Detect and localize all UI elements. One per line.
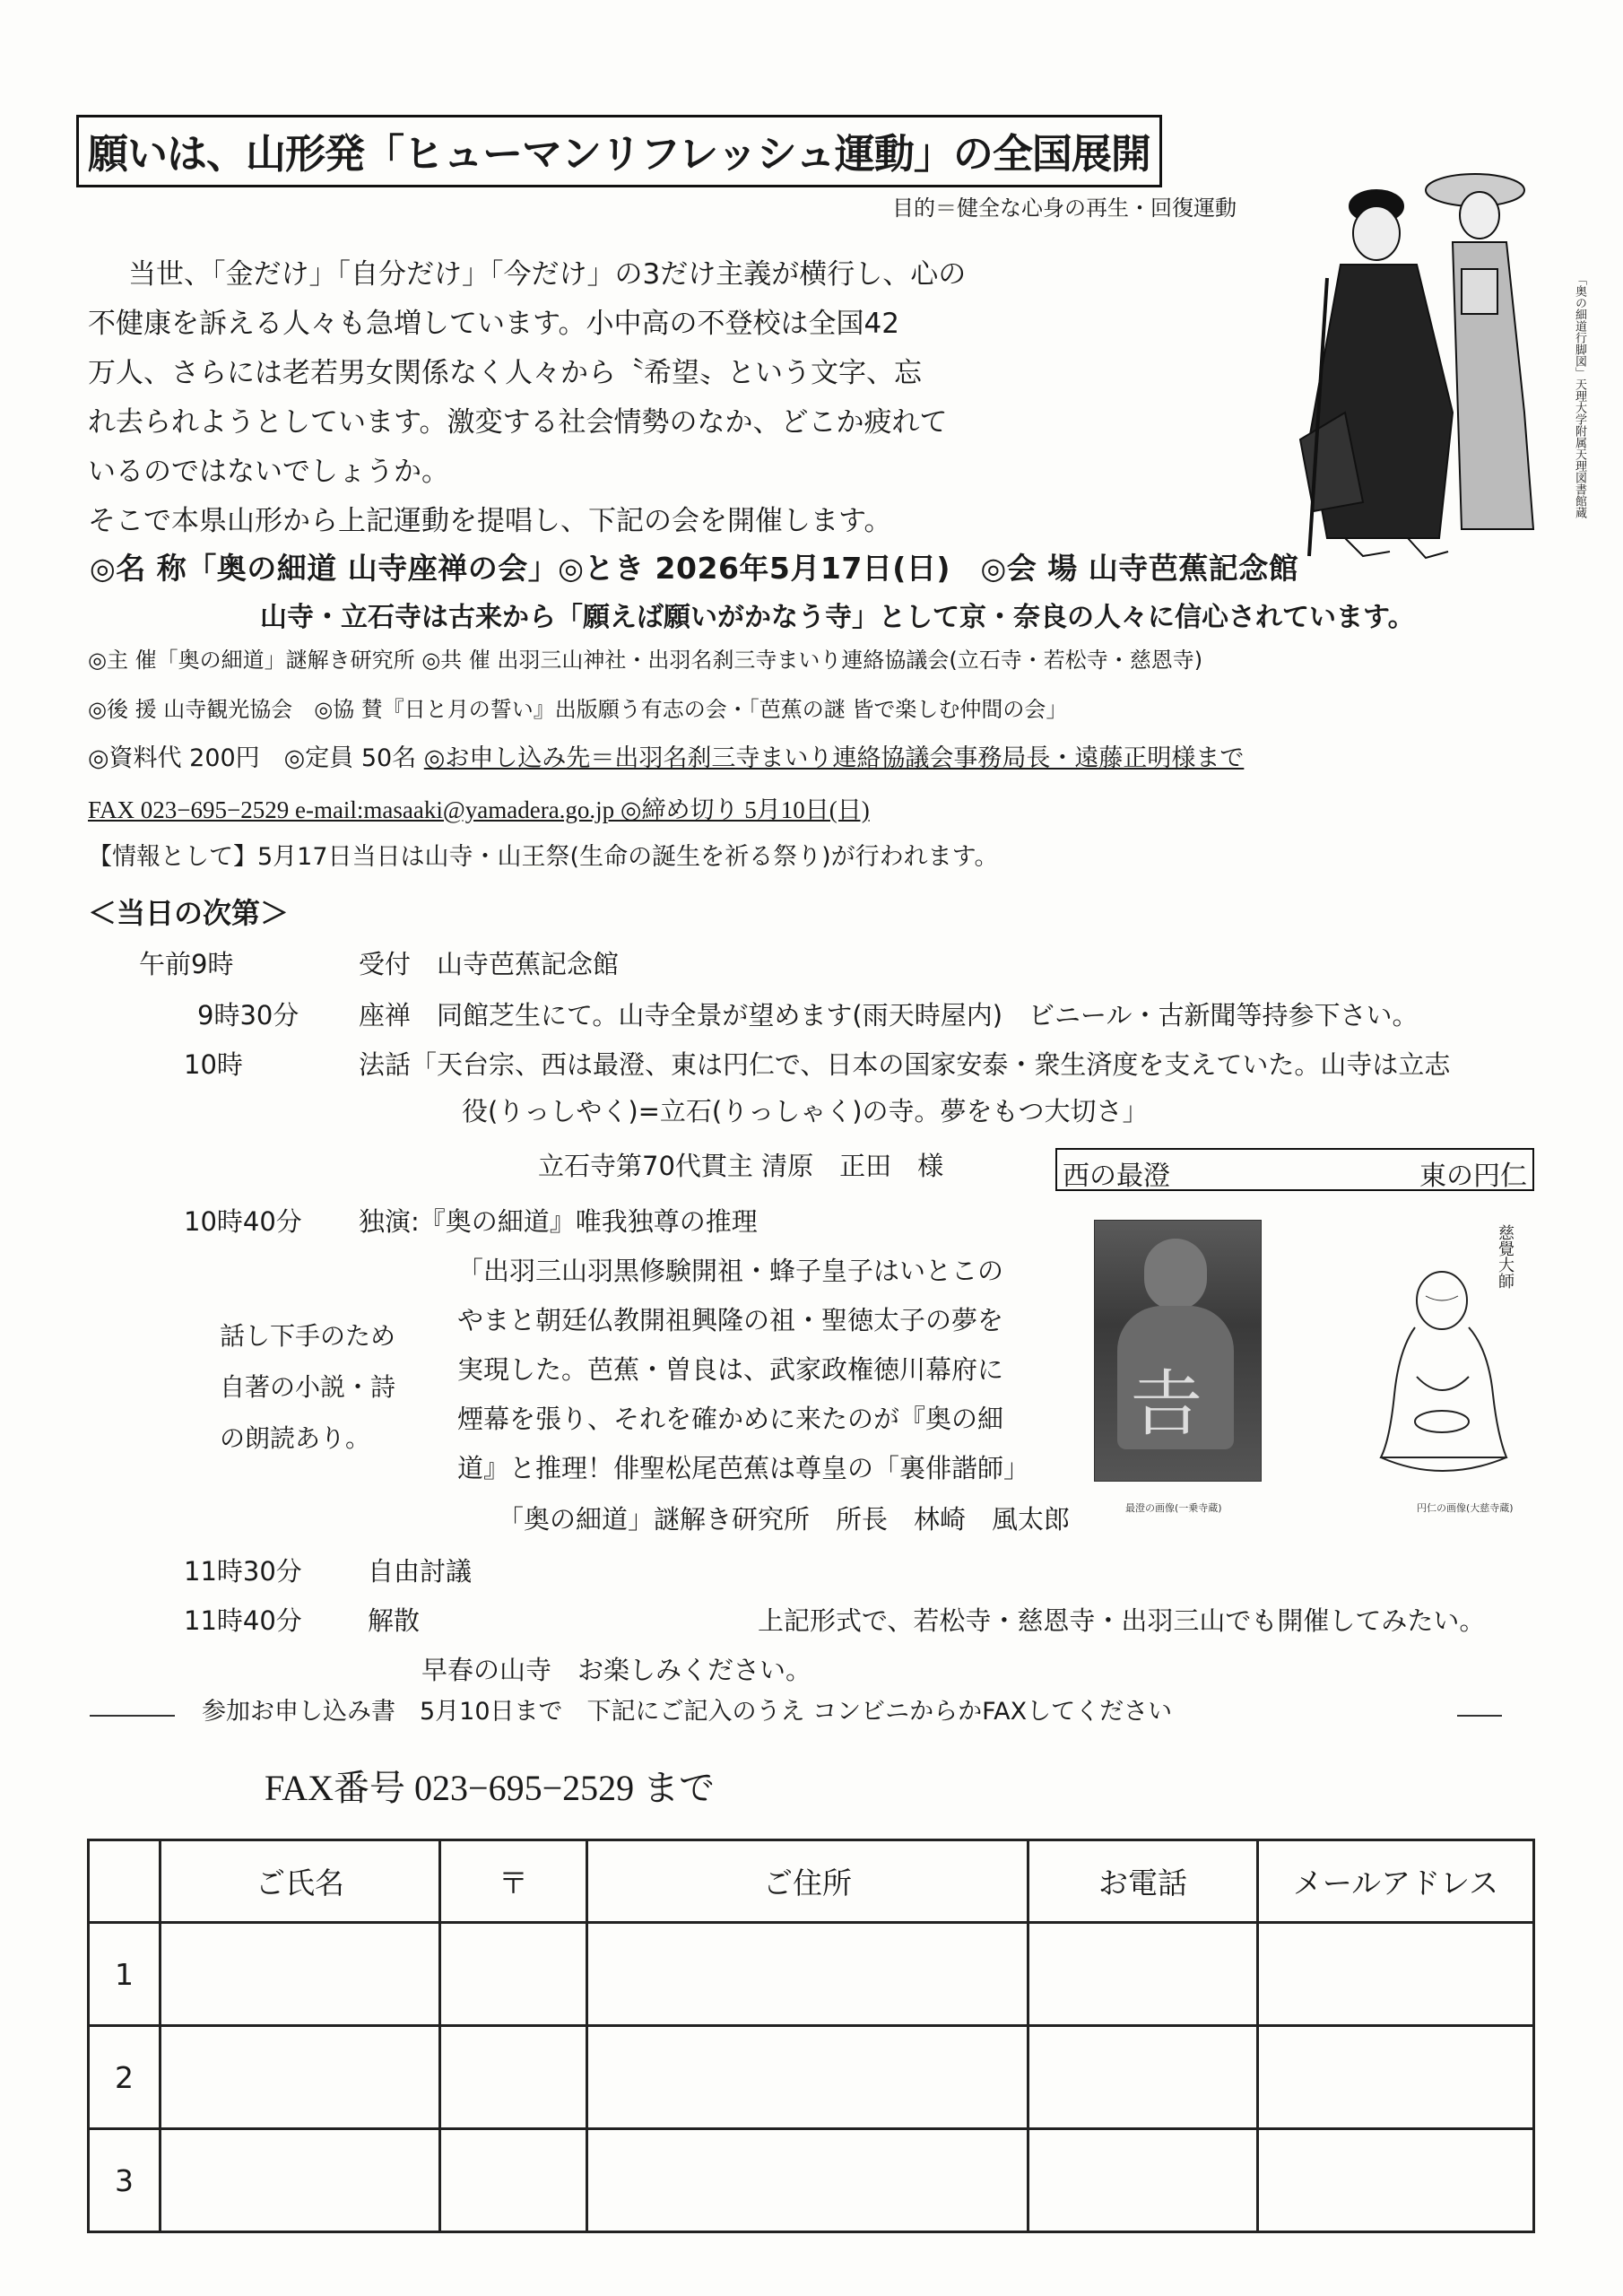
closing-remark: 早春の山寺 お楽しみください。 [421, 1655, 812, 1685]
header-address: ご住所 [587, 1840, 1028, 1923]
side-note-line-2: 自著の小説・詩 [220, 1372, 396, 1402]
email-field[interactable] [1258, 1923, 1534, 2026]
row-number: 2 [89, 2026, 161, 2129]
divider-left [90, 1715, 175, 1717]
purpose-text: 目的＝健全な心身の再生・回復運動 [892, 196, 1237, 221]
table-row [89, 2026, 1534, 2129]
portrait-label-box [1055, 1148, 1534, 1191]
divider-right [1457, 1715, 1502, 1717]
email-field[interactable] [1258, 2026, 1534, 2129]
monologue-line-3: 実現した。芭蕉・曽良は、武家政権徳川幕府に [457, 1354, 1004, 1385]
header-postal: 〒 [440, 1840, 587, 1923]
row-number: 1 [89, 1923, 161, 2026]
pilgrims-illustration [1291, 144, 1560, 565]
schedule-item-5: 自由討議 [368, 1556, 473, 1587]
saicho-portrait [1094, 1220, 1262, 1482]
header-phone: お電話 [1028, 1840, 1258, 1923]
phone-field[interactable] [1028, 1923, 1258, 2026]
schedule-time-4: 10時40分 [184, 1206, 302, 1237]
monologue-line-5: 道』と推理！俳聖松尾芭蕉は尊皇の「裏俳諧師」 [457, 1453, 1030, 1483]
schedule-time-3: 10時 [184, 1049, 243, 1080]
postal-field[interactable] [440, 2129, 587, 2232]
schedule-item-6: 解散 [368, 1605, 421, 1636]
row-number: 3 [89, 2129, 161, 2232]
saicho-calligraphy: 𠮷 [1131, 1362, 1202, 1446]
illustration-caption: 「奥の細道行脚図」天理大学附属天理図書館蔵 [1573, 274, 1586, 518]
phone-field[interactable] [1028, 2026, 1258, 2129]
email-field[interactable] [1258, 2129, 1534, 2232]
schedule-time-2: 9時30分 [197, 1000, 299, 1031]
monologue-line-1: 「出羽三山羽黒修験開祖・蜂子皇子はいとこの [457, 1256, 1004, 1286]
fax-email-line: FAX 023−695−2529 e-mail:masaaki@yamadera.go.jp ◎締め切り 5月10日(日) [88, 796, 870, 823]
fee-line [88, 744, 1244, 773]
schedule-time-5: 11時30分 [184, 1556, 302, 1587]
event-details: ◎名 称「奥の細道 山寺座禅の会」◎とき 2026年5月17日(日) ◎会 場 山寺芭蕉記念館 [90, 551, 1299, 586]
schedule-time-6: 11時40分 [184, 1605, 302, 1636]
intro-line-5: いるのではないでしょうか。 [88, 456, 449, 488]
intro-line-3: 万人、さらには老若男女関係なく人々から〝希望〟という文字、忘 [88, 357, 922, 389]
schedule-item-1: 受付 山寺芭蕉記念館 [359, 949, 620, 979]
side-note-line-1: 話し下手のため [220, 1321, 396, 1351]
address-field[interactable] [587, 2129, 1028, 2232]
application-contact: ◎お申し込み先＝出羽名刹三寺まいり連絡協議会事務局長・遠藤正明様まで [423, 744, 1245, 772]
schedule-time-1: 午前9時 [139, 949, 234, 979]
monologue-line-4: 煙幕を張り、それを確かめに来たのが『奥の細 [457, 1404, 1004, 1434]
fax-number: FAX番号 023−695−2529 まで [265, 1768, 716, 1808]
name-field[interactable] [161, 1923, 440, 2026]
intro-line-6: そこで本県山形から上記運動を提唱し、下記の会を開催します。 [88, 505, 892, 537]
dharma-talk-speaker: 立石寺第70代貫主 清原 正田 様 [538, 1151, 944, 1181]
table-row [89, 1923, 1534, 2026]
ennin-inscription: 慈覺大師 [1496, 1224, 1515, 1289]
intro-line-2: 不健康を訴える人々も急増しています。小中高の不登校は全国42 [88, 308, 899, 340]
page-title: 願いは、山形発「ヒューマンリフレッシュ運動」の全国展開 [76, 115, 1162, 187]
monologue-speaker: 「奥の細道」謎解き研究所 所長 林崎 風太郎 [498, 1504, 1071, 1535]
east-label: 東の円仁 [1419, 1161, 1527, 1192]
schedule-item-2: 座禅 同館芝生にて。山寺全景が望めます(雨天時屋内) ビニール・古新聞等持参下さい。 [359, 1000, 1419, 1031]
header-number [89, 1840, 161, 1923]
table-row [89, 2129, 1534, 2232]
name-field[interactable] [161, 2129, 440, 2232]
header-name: ご氏名 [161, 1840, 440, 1923]
schedule-item-3-cont: 役(りっしやく)=立石(りっしゃく)の寺。夢をもつ大切さ」 [462, 1096, 1149, 1126]
ennin-caption: 円仁の画像(大慈寺蔵) [1417, 1502, 1514, 1514]
future-note: 上記形式で、若松寺・慈恩寺・出羽三山でも開催してみたい。 [758, 1605, 1486, 1636]
intro-line-1: 当世、「金だけ」「自分だけ」「今だけ」の3だけ主義が横行し、心の [128, 258, 967, 291]
application-form-instruction: 参加お申し込み書 5月10日まで 下記にご記入のうえ コンビニからかFAXしてください [202, 1698, 1173, 1726]
side-note-line-3: の朗読あり。 [220, 1423, 371, 1453]
address-field[interactable] [587, 1923, 1028, 2026]
saicho-caption: 最澄の画像(一乗寺蔵) [1125, 1502, 1222, 1514]
phone-field[interactable] [1028, 2129, 1258, 2232]
organizer-line: ◎主 催「奥の細道」謎解き研究所 ◎共 催 出羽三山神社・出羽名刹三寺まいり連絡協議会(立石寺・若松寺・慈恩寺) [88, 648, 1203, 673]
west-label: 西の最澄 [1063, 1161, 1170, 1192]
header-email: メールアドレス [1258, 1840, 1534, 1923]
monologue-line-2: やまと朝廷仏教開祖興隆の祖・聖徳太子の夢を [457, 1305, 1004, 1335]
address-field[interactable] [587, 2026, 1028, 2129]
support-line: ◎後 援 山寺観光協会 ◎協 賛『日と月の誓い』出版願う有志の会・「芭蕉の謎 皆で楽しむ仲間の会」 [88, 697, 1068, 722]
intro-line-4: れ去られようとしています。激変する社会情勢のなか、どこか疲れて [88, 406, 948, 439]
registration-table [87, 1839, 1535, 2233]
schedule-item-4: 独演:『奥の細道』唯我独尊の推理 [359, 1206, 758, 1237]
postal-field[interactable] [440, 2026, 587, 2129]
temple-description: 山寺・立石寺は古来から「願えば願いがかなう寺」として京・奈良の人々に信心されています。 [260, 602, 1415, 633]
schedule-item-3: 法話「天台宗、西は最澄、東は円仁で、日本の国家安泰・衆生済度を支えていた。山寺は立志 [359, 1049, 1451, 1080]
fee-capacity: ◎資料代 200円 ◎定員 50名 [88, 744, 424, 772]
info-line: 【情報として】5月17日当日は山寺・山王祭(生命の誕生を祈る祭り)が行われます。 [88, 843, 999, 871]
postal-field[interactable] [440, 1923, 587, 2026]
table-header-row [89, 1840, 1534, 1923]
schedule-heading: ＜当日の次第＞ [88, 896, 290, 930]
name-field[interactable] [161, 2026, 440, 2129]
